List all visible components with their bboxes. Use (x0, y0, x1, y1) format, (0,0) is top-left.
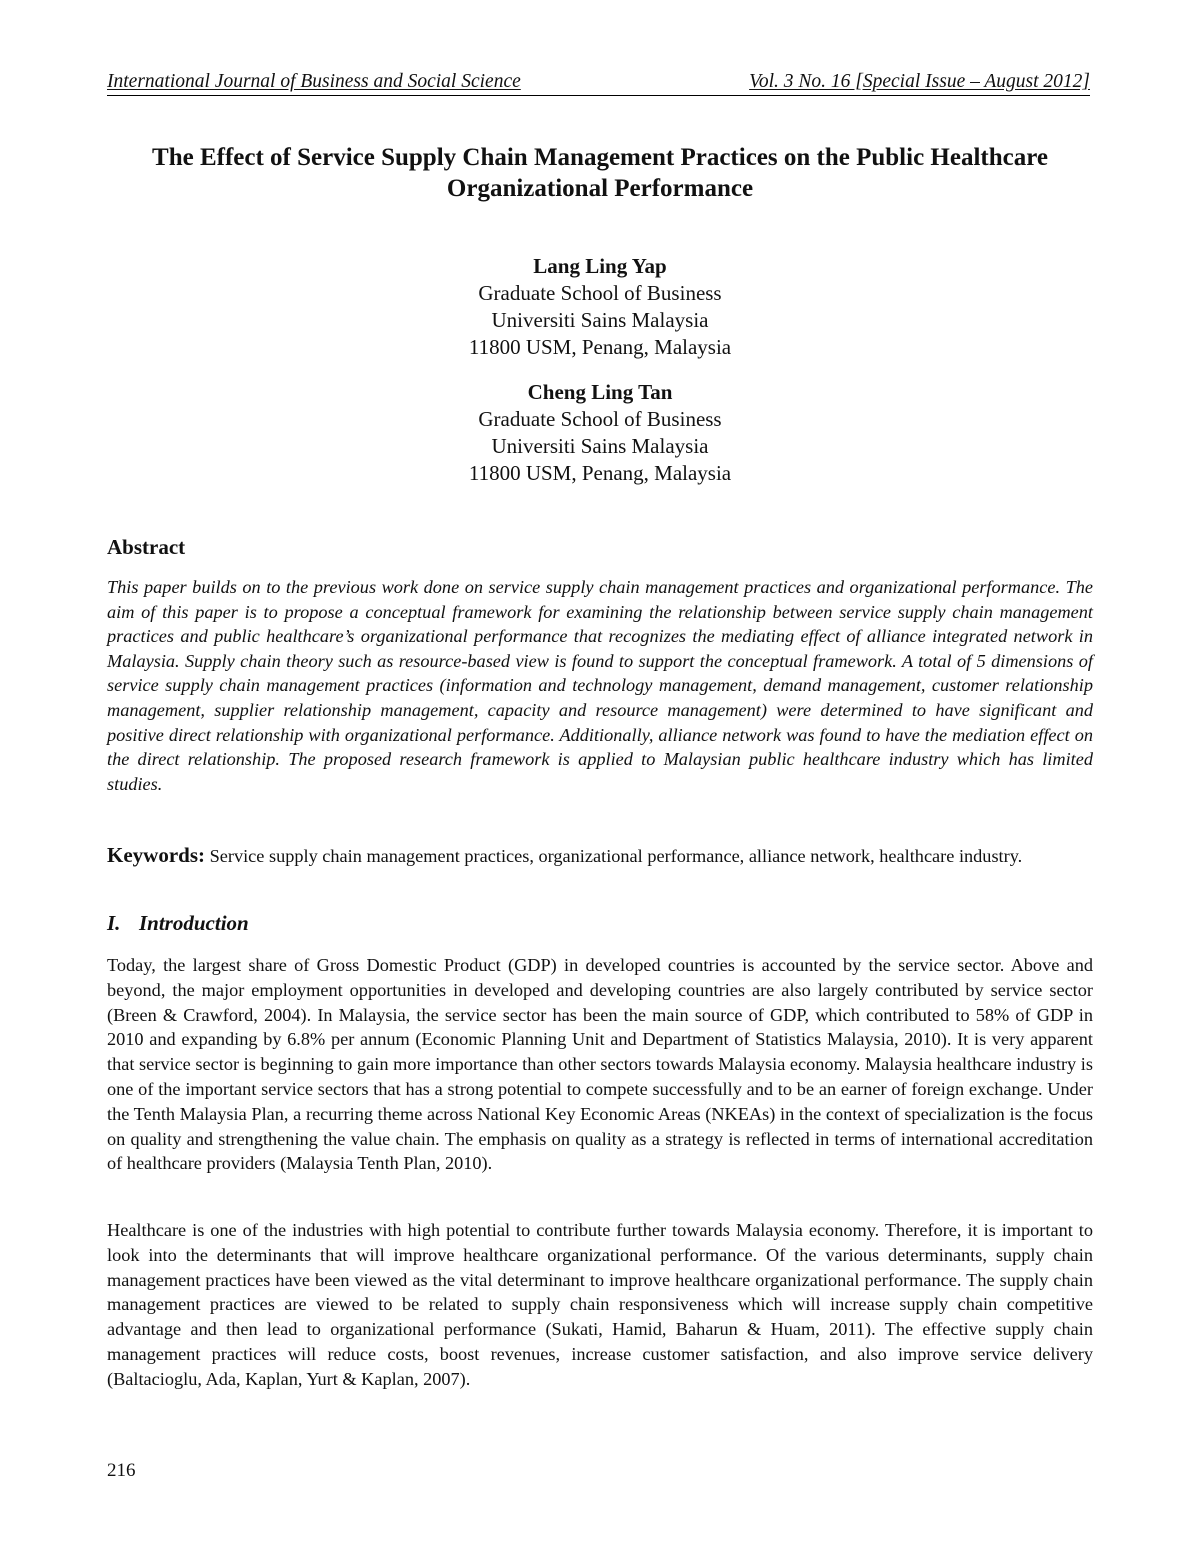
journal-name: International Journal of Business and Social Science (107, 71, 521, 92)
page-number: 216 (107, 1460, 136, 1481)
section-title: Introduction (139, 911, 249, 935)
keywords (107, 843, 1093, 869)
keywords-text: Service supply chain management practices, organizational performance, alliance network, healthcare industry. (209, 846, 1023, 866)
intro-paragraph-1: Today, the largest share of Gross Domestic Product (GDP) in developed countries is accounted by the service sector. Above and beyond, the major employment opportunities in developed and developing countries are also largely contributed by service sector (Breen & Crawford, 2004). In Malaysia, the service sector has been the main source of GDP, which contributed to 58% of GDP in 2010 and expanding by 6.8% per annum (Economic Planning Unit and Department of Statistics Malaysia, 2010). It is very apparent that service sector is beginning to gain more importance than other sectors towards Malaysia economy. Malaysia healthcare industry is one of the important service sectors that has a strong potential to compete successfully and to be an earner of foreign exchange. Under the Tenth Malaysia Plan, a recurring theme across National Key Economic Areas (NKEAs) in the context of specialization is the focus on quality and strengthening the value chain. The emphasis on quality as a strategy is reflected in terms of international accreditation of healthcare providers (Malaysia Tenth Plan, 2010). (107, 955, 1093, 1174)
author-name: Lang Ling Yap (533, 254, 667, 278)
intro-paragraph-2: Healthcare is one of the industries with high potential to contribute further towards Malaysia economy. Therefore, it is important to look into the determinants that will improve healthcare organizational performance. Of the various determinants, supply chain management practices have been viewed as the vital determinant to improve healthcare organizational performance. The supply chain management practices are viewed to be related to supply chain responsiveness which will increase supply chain competitive advantage and then lead to organizational performance (Sukati, Hamid, Baharun & Huam, 2011). The effective supply chain management practices will reduce costs, boost revenues, increase customer satisfaction, and also improve service delivery (Baltacioglu, Ada, Kaplan, Yurt & Kaplan, 2007). (107, 1220, 1093, 1389)
volume-issue: Vol. 3 No. 16 [Special Issue – August 2012] (749, 71, 1090, 92)
author-university: Universiti Sains Malaysia (491, 308, 709, 332)
abstract-text: This paper builds on to the previous work done on service supply chain management practices and organizational performance. The aim of this paper is to propose a conceptual framework for examining the relationship between service supply chain management practices and public healthcare’s organizational performance that recognizes the mediating effect of alliance integrated network in Malaysia. Supply chain theory such as resource-based view is found to support the conceptual framework. A total of 5 dimensions of service supply chain management practices (information and technology management, demand management, customer relationship management, supplier relationship management, capacity and resource management) were determined to have significant and positive direct relationship with organizational performance. Additionally, alliance network was found to have the mediation effect on the direct relationship. The proposed research framework is applied to Malaysian public healthcare industry which has limited studies. (107, 577, 1093, 794)
running-header (107, 70, 1090, 96)
author-name: Cheng Ling Tan (527, 380, 673, 404)
author-department: Graduate School of Business (478, 281, 722, 305)
author-department: Graduate School of Business (478, 407, 722, 431)
section-number: I. (107, 911, 121, 935)
author-block-2 (300, 379, 900, 487)
author-address: 11800 USM, Penang, Malaysia (468, 461, 732, 485)
section-heading-introduction (107, 911, 249, 936)
keywords-label: Keywords: (107, 843, 205, 867)
author-address: 11800 USM, Penang, Malaysia (468, 335, 732, 359)
abstract-heading: Abstract (107, 535, 186, 559)
author-block-1 (300, 253, 900, 361)
author-university: Universiti Sains Malaysia (491, 434, 709, 458)
paper-title: The Effect of Service Supply Chain Management Practices on the Public Healthcare Organizational Performance (152, 144, 1048, 202)
